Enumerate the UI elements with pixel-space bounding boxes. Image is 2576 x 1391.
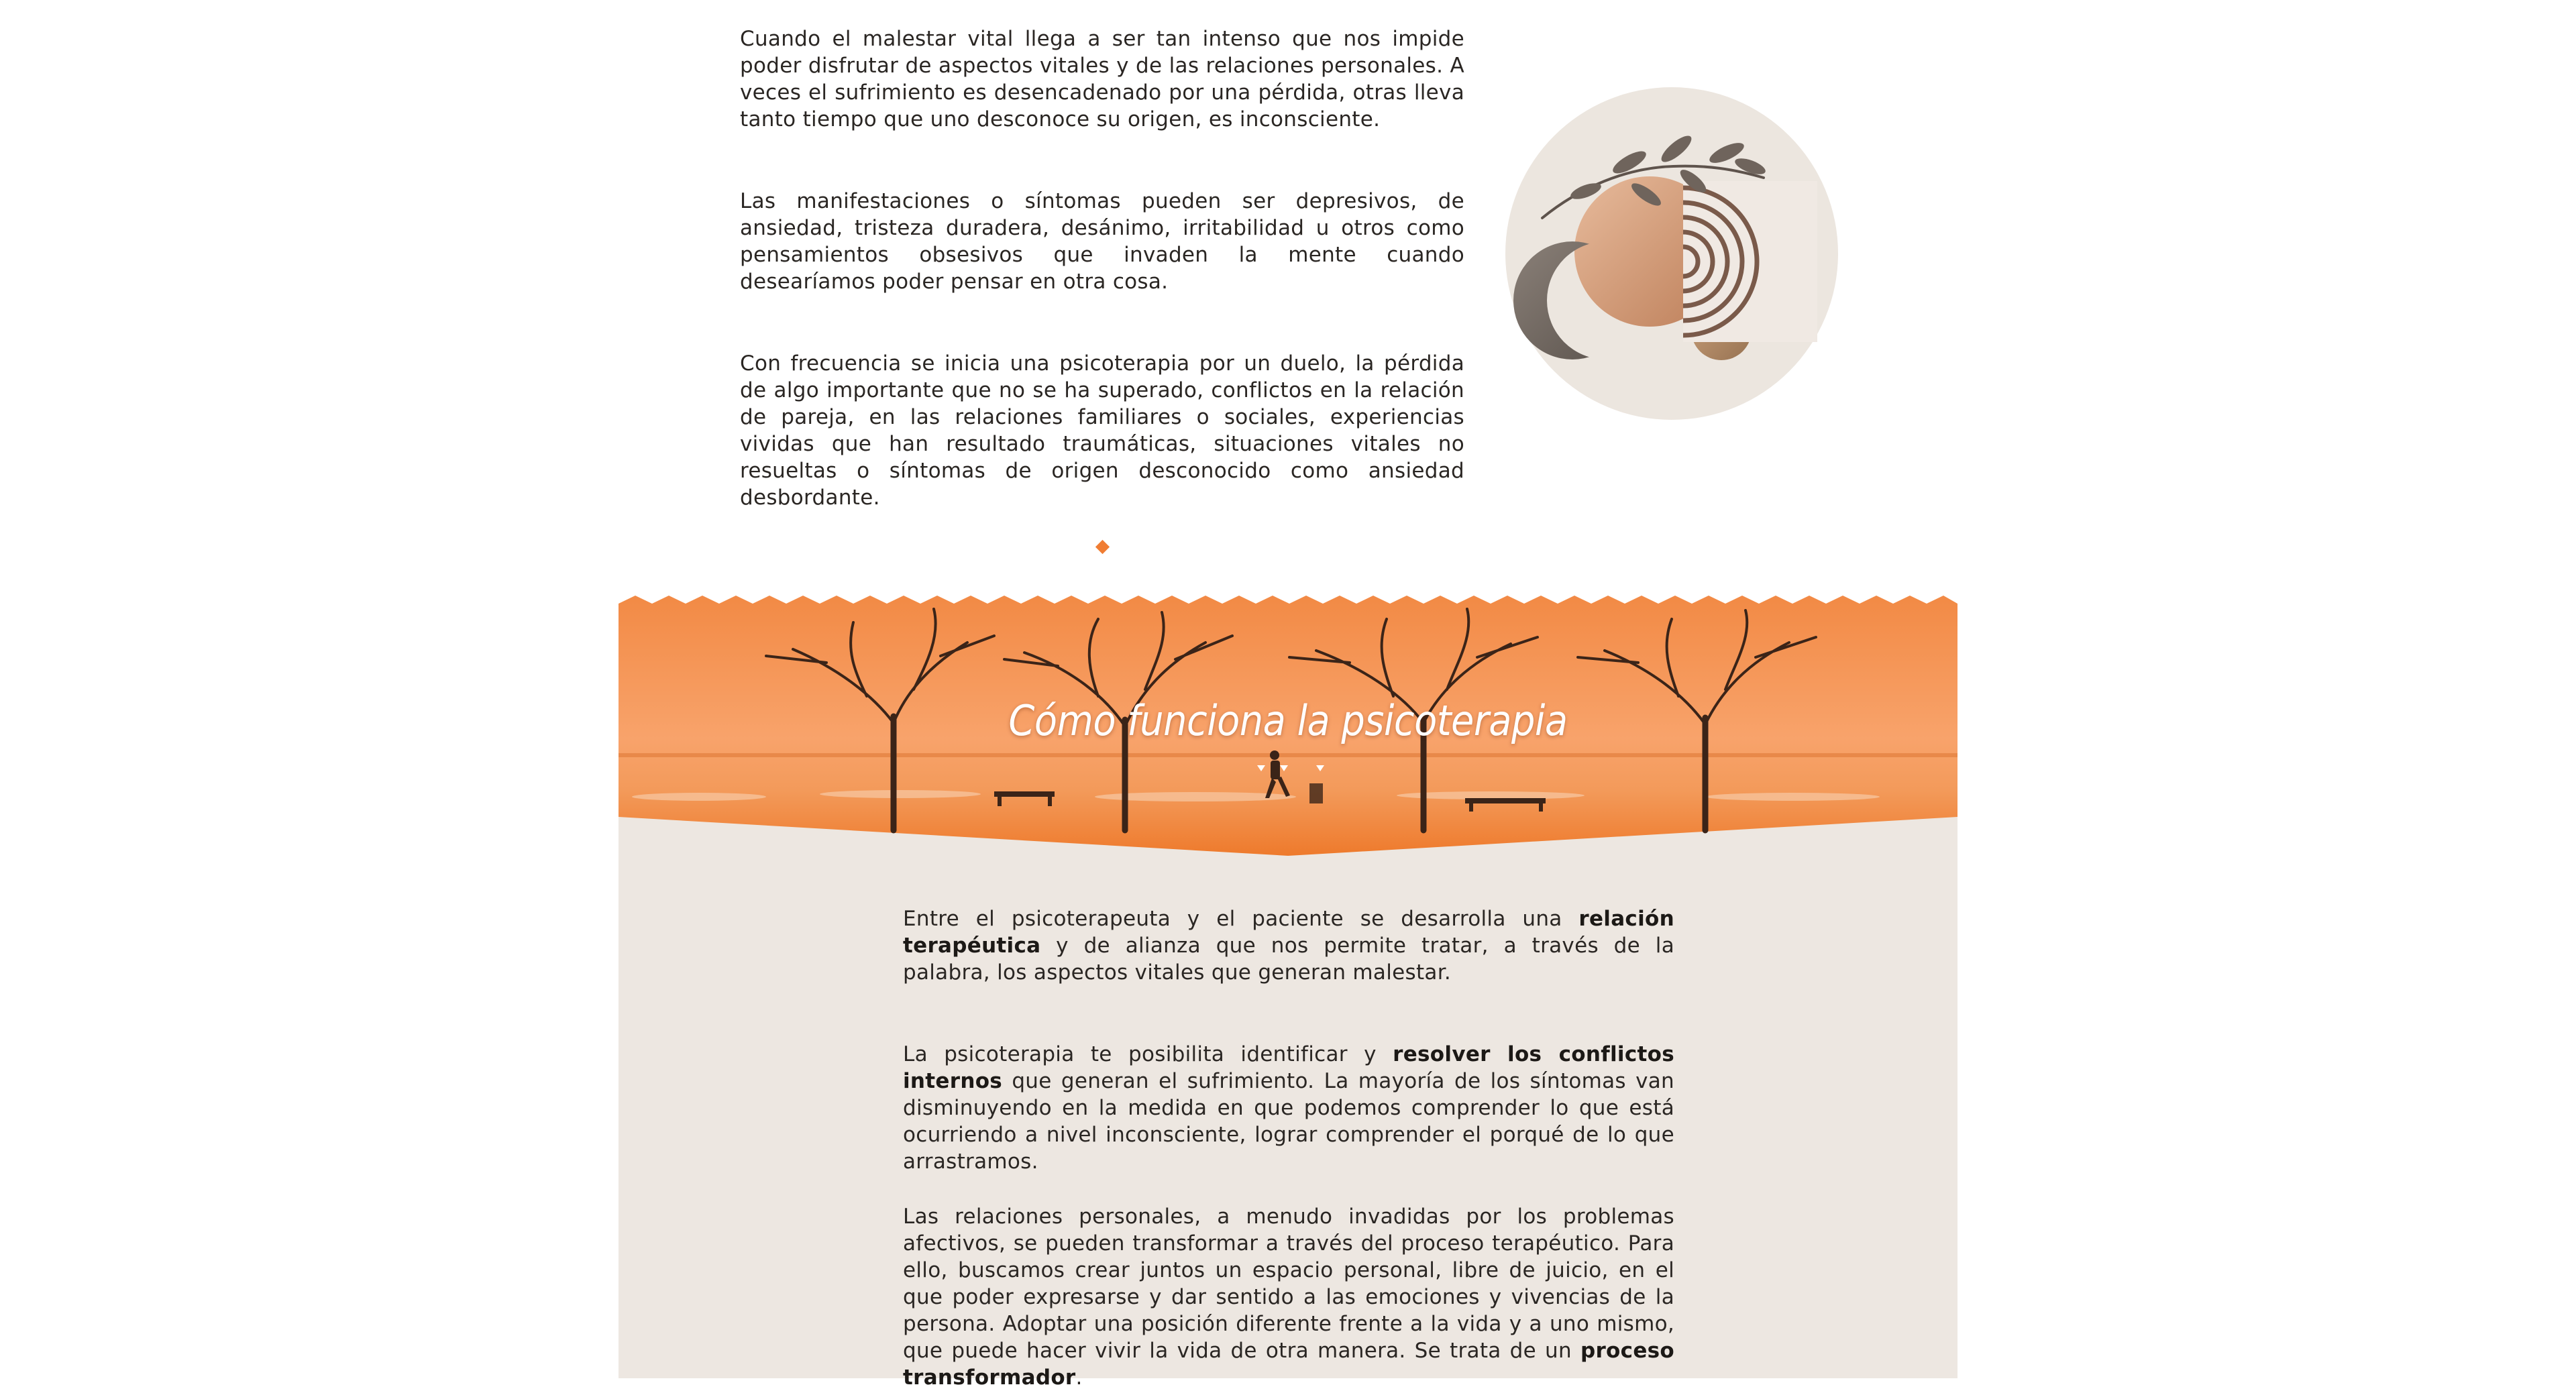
- work-paragraph: La psicoterapia te posibilita identificar y resolver los conflictos internos que generan el sufrimiento. La mayoría de los síntomas van disminuyendo en la medida en que podemos comprender lo que está ocurriendo a nivel inconsciente, lograr comprender el porqué de lo que arrastramos.: [903, 1042, 1674, 1174]
- highlight-text: resolver los conflictos internos: [903, 1042, 1674, 1093]
- decorative-illustration: [1505, 87, 1838, 420]
- highlight-text: relación terapéutica: [903, 907, 1674, 958]
- intro-paragraph: Cuando el malestar vital llega a ser tan intenso que nos impide poder disfrutar de aspectos vitales y de las relaciones personales. A veces el sufrimiento es desencadenado por una pérdida, otras lleva tanto tiempo que uno desconoce su origen, es inconsciente.: [740, 27, 1464, 131]
- work-paragraph: Entre el psicoterapeuta y el paciente se desarrolla una relación terapéutica y de alianza que nos permite tratar, a través de la palabra, los aspectos vitales que generan malestar.: [903, 907, 1674, 985]
- separator-diamond: [1095, 540, 1110, 554]
- intro-paragraph: Las manifestaciones o síntomas pueden ser depresivos, de ansiedad, tristeza duradera, desánimo, irritabilidad u otros como pensamientos obsesivos que invaden la mente cuando desearíamos poder pensar en otra cosa.: [740, 189, 1464, 294]
- highlight-text: proceso transformador: [903, 1339, 1674, 1390]
- work-paragraph: Las relaciones personales, a menudo invadidas por los problemas afectivos, se pueden transformar a través del proceso terapéutico. Para ello, buscamos crear juntos un espacio personal, libre de juicio, en el que poder expresarse y dar sentido a las emociones y vivencias de la persona. Adoptar una posición diferente frente a la vida y a uno mismo, que puede hacer vivir la vida de otra manera. Se trata de un proceso transformador.: [903, 1205, 1674, 1390]
- section-title: Cómo funciona la psicoterapia: [1008, 696, 1568, 745]
- intro-paragraph: Con frecuencia se inicia una psicoterapia por un duelo, la pérdida de algo importante que no se ha superado, conflictos en la relación de pareja, en las relaciones familiares o sociales, experiencias vividas que han resultado traumáticas, situaciones vitales no resueltas o síntomas de origen desconocido como ansiedad desbordante.: [740, 351, 1464, 510]
